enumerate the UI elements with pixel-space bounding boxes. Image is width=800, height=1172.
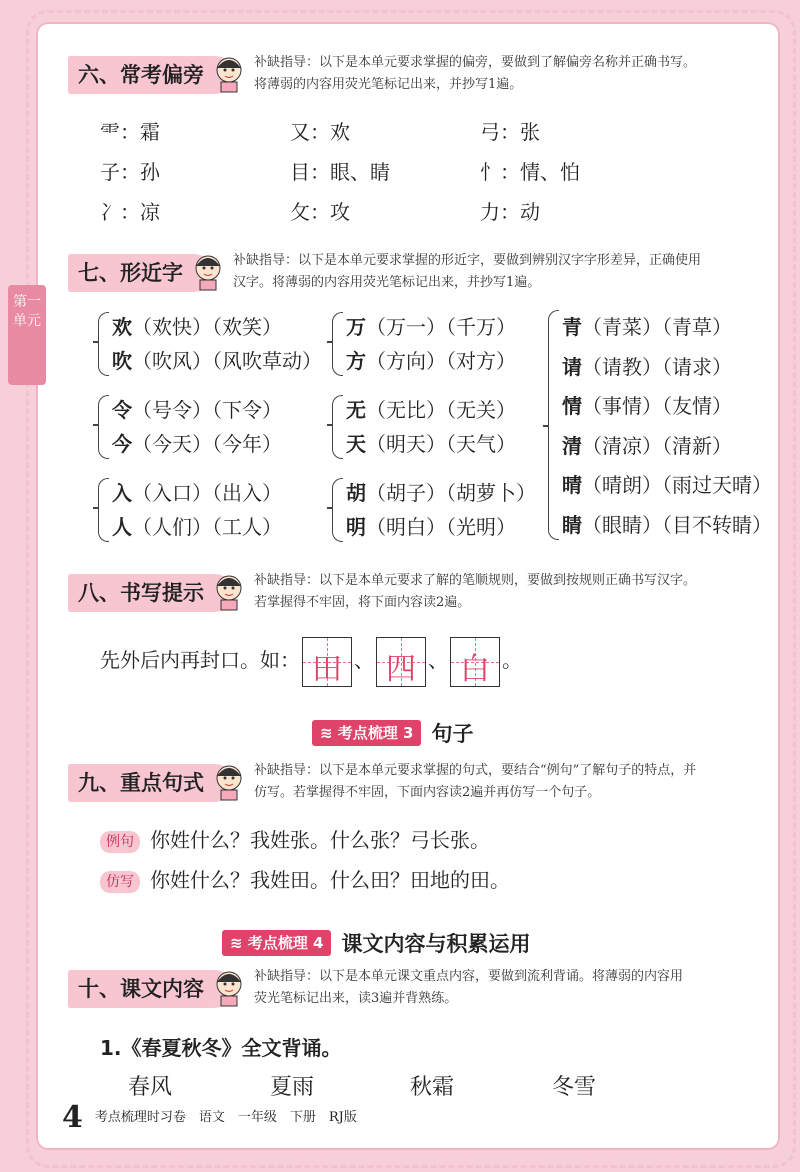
word: 春风 — [128, 1075, 173, 1100]
imitate-sentence: 仿写 你姓什么？我姓田。什么田？田地的田。 — [100, 864, 510, 893]
topic-badge: ≋ 考点梳理 3 — [312, 720, 421, 746]
girl-mascot-icon — [208, 570, 250, 612]
girl-mascot-icon — [208, 760, 250, 802]
unit-side-tab: 第一单元 — [8, 285, 46, 385]
word: 冬雪 — [552, 1075, 597, 1100]
radical-item: 子：孙 — [100, 160, 160, 184]
char-grid: 四 — [376, 637, 426, 687]
example-tag: 例句 — [100, 831, 140, 853]
section-7-header — [68, 254, 701, 294]
topic-badge: ≋ 考点梳理 4 — [222, 930, 331, 956]
girl-mascot-icon — [208, 52, 250, 94]
radical-item: ⻗：霜 — [100, 120, 160, 144]
word: 秋霜 — [410, 1075, 455, 1100]
imitate-tag: 仿写 — [100, 871, 140, 893]
topic-heading-3 — [312, 718, 473, 748]
topic-heading-4 — [222, 928, 530, 958]
similar-char-pair: 胡（胡子）（胡萝卜） 明（明白）（光明） — [346, 476, 536, 544]
similar-char-pair: 万（万一）（千万） 方（方向）（对方） — [346, 310, 516, 378]
section-8-header — [68, 574, 696, 614]
similar-char-pair: 入（入口）（出入） 人（人们）（工人） — [112, 476, 282, 544]
section-title: 七、形近字 — [68, 254, 213, 292]
footer-text: 考点梳理时习卷 语文 一年级 下册 RJ版 — [94, 1110, 357, 1125]
topic-title: 课文内容与积累运用 — [341, 932, 531, 956]
word: 夏雨 — [270, 1075, 315, 1100]
stroke-order-rule: 先外后内再封口。如： 田 、 四 、 白 。 — [100, 634, 522, 687]
section-10-header — [68, 970, 683, 1010]
girl-mascot-icon — [187, 250, 229, 292]
page-number: 4 — [62, 1100, 83, 1135]
radical-item: 冫：凉 — [100, 200, 160, 224]
section-6-header — [68, 56, 696, 96]
radical-item: 攵：攻 — [290, 200, 350, 224]
radical-item: 弓：张 — [480, 120, 540, 144]
tip-text: 补缺指导：以下是本单元要求掌握的形近字，要做到辨别汉字字形差异，正确使用 汉字。将薄弱的内容用荧光笔标记出来，并抄写1遍。 — [233, 253, 702, 290]
section-title: 八、书写提示 — [68, 574, 234, 612]
section-title: 九、重点句式 — [68, 764, 234, 802]
radical-item: 力：动 — [480, 200, 540, 224]
page-footer — [62, 1100, 357, 1135]
section-9-header — [68, 764, 696, 804]
tip-text: 补缺指导：以下是本单元课文重点内容，要做到流利背诵。将薄弱的内容用 荧光笔标记出来，读3遍并背熟练。 — [254, 969, 684, 1006]
radical-item: 目：眼、睛 — [290, 160, 390, 184]
tip-text: 补缺指导：以下是本单元要求掌握的偏旁，要做到了解偏旁名称并正确书写。 将薄弱的内容用荧光笔标记出来，并抄写1遍。 — [254, 55, 697, 92]
section-title: 十、课文内容 — [68, 970, 234, 1008]
topic-title: 句子 — [431, 722, 474, 746]
radical-item: 又：欢 — [290, 120, 350, 144]
girl-mascot-icon — [208, 966, 250, 1008]
tip-text: 补缺指导：以下是本单元要求了解的笔顺规则，要做到按规则正确书写汉字。 若掌握得不牢固，将下面内容读2遍。 — [254, 573, 697, 610]
section-title: 六、常考偏旁 — [68, 56, 234, 94]
char-grid: 田 — [302, 637, 352, 687]
similar-char-pair: 无（无比）（无关） 天（明天）（天气） — [346, 393, 516, 461]
tip-text: 补缺指导：以下是本单元要求掌握的句式，要结合“例句”了解句子的特点，并 仿写。若掌握得不牢固，下面内容读2遍并再仿写一个句子。 — [254, 763, 697, 800]
radical-item: 忄：情、怕 — [480, 160, 580, 184]
similar-char-pair: 欢（欢快）（欢笑） 吹（吹风）（风吹草动） — [112, 310, 322, 378]
recite-item: 1.《春夏秋冬》全文背诵。 — [100, 1036, 342, 1060]
similar-char-group-qing: 青（青菜）（青草） 请（请教）（请求） 情（事情）（友情） 清（清凉）（清新） 晴（晴朗）（雨过天晴） 睛（眼睛）（目不转睛） — [562, 308, 772, 545]
similar-char-pair: 令（号令）（下令） 今（今天）（今年） — [112, 393, 282, 461]
char-grid: 白 — [450, 637, 500, 687]
example-sentence: 例句 你姓什么？我姓张。什么张？弓长张。 — [100, 824, 490, 853]
